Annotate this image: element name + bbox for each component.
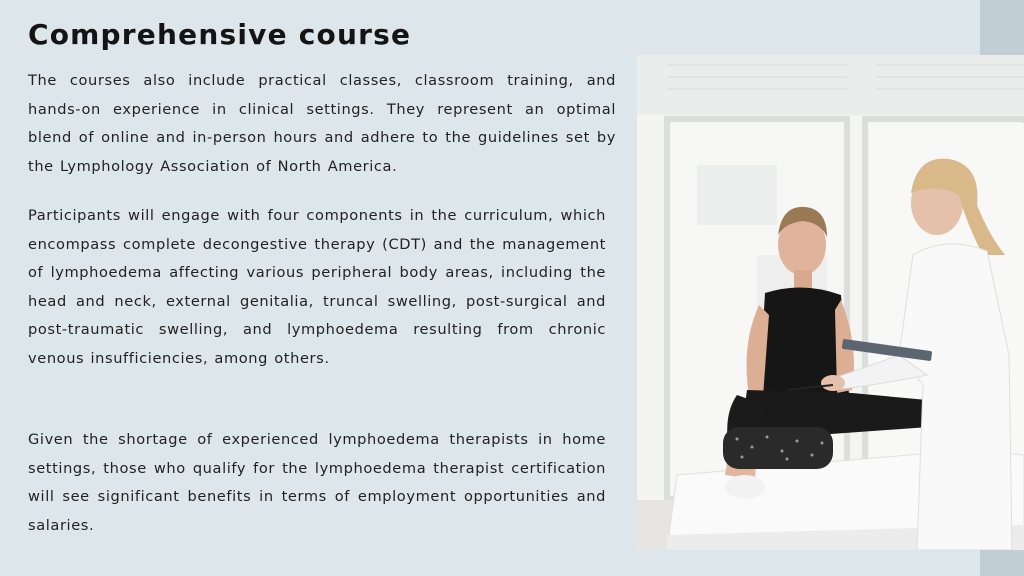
paragraph-employment-benefits: Given the shortage of experienced lymphoedema therapists in home settings, those who qualify for the lymphoedema therapist certification will see significant benefits in terms of employment opportunities and salaries. <box>28 431 606 534</box>
therapy-session-photo <box>637 55 1024 550</box>
paragraph-curriculum-components: Participants will engage with four components in the curriculum, which encompass complete decongestive therapy (CDT) and the management of lymphoedema affecting various peripheral body areas, including the head and neck, external genitalia, truncal swelling, post-surgical and post-traumatic swelling, and lymphoedema resulting from chronic venous insufficiencies, among others. <box>28 207 606 367</box>
therapy-session-illustration <box>637 55 1024 550</box>
building-outside-1 <box>697 165 777 225</box>
patient-sock <box>725 475 765 499</box>
paragraph-practical-classes: The courses also include practical classes, classroom training, and hands-on experience in clinical settings. They represent an optimal blend of online and in-person hours and adhere to the guidelines set by the Lymphology Association of North America. <box>28 72 616 175</box>
slide-title: Comprehensive course <box>28 18 412 51</box>
therapist-hand <box>821 375 845 391</box>
foam-roller <box>723 427 833 469</box>
